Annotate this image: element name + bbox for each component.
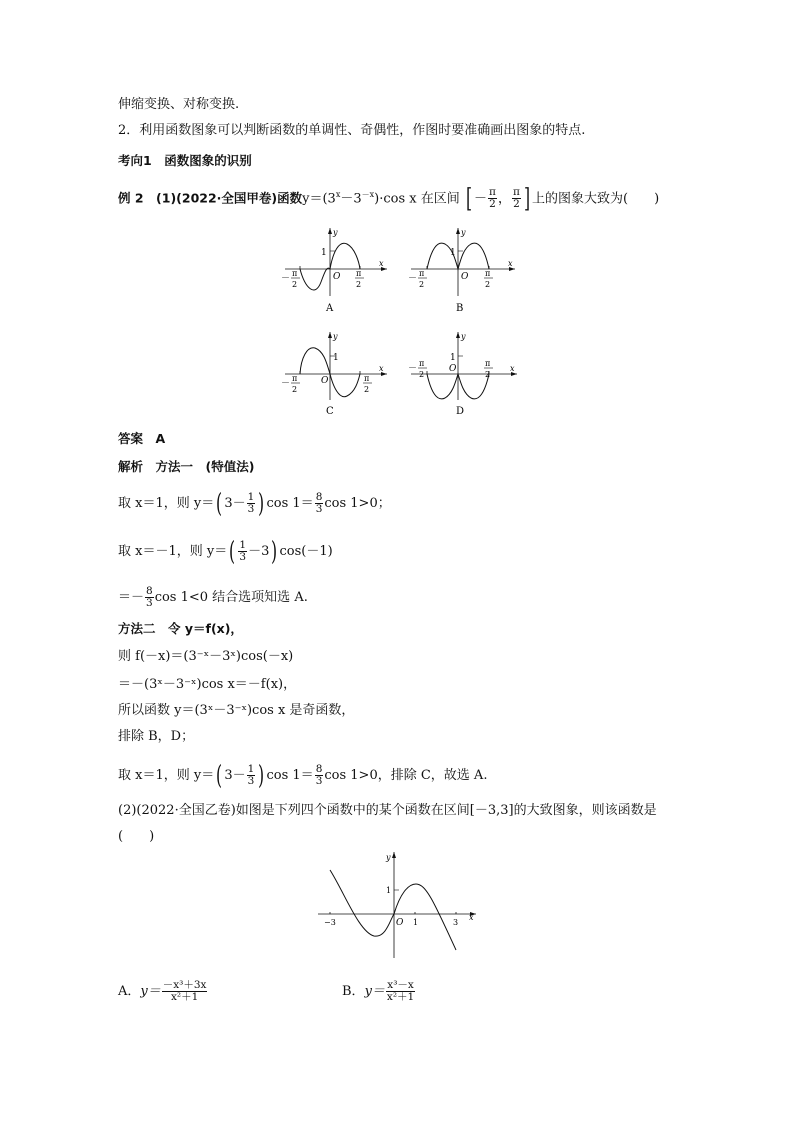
- graph-c-two-left: 2: [292, 385, 298, 394]
- graph-b-y: y: [461, 228, 466, 237]
- method-2-line-3: ＝－(3ˣ－3⁻ˣ)cos x＝－f(x)，: [118, 677, 297, 692]
- ex2-sup-1: x: [335, 190, 341, 199]
- graph-d-two-left: 2: [419, 370, 425, 379]
- take1-cos: cos 1＝: [266, 496, 314, 511]
- result-line: [118, 586, 308, 609]
- q2-graph-tick3: 3: [453, 918, 459, 927]
- graph-a-x: x: [379, 259, 384, 268]
- option-b-yeq: y＝: [364, 984, 385, 999]
- m2-result: cos 1>0，排除 C，故选 A.: [324, 768, 488, 783]
- option-a-label: A．: [118, 984, 141, 999]
- frac-pi-over-2-b: $\frac{\pi}{2}$: [512, 186, 520, 211]
- method-2-line-2: 则 f(－x)＝(3⁻ˣ－3ˣ)cos(－x): [118, 649, 294, 664]
- graph-d-label: D: [456, 406, 465, 416]
- graph-d-one: 1: [450, 353, 456, 363]
- right-bracket: ]: [523, 183, 530, 214]
- graph-c-two-right: 2: [364, 385, 370, 394]
- q2-graph-neg3: −3: [324, 918, 336, 927]
- question-2-paren: ( ): [118, 829, 155, 844]
- graph-b-pi-left: π: [419, 269, 425, 278]
- m2-prefix: 取 x＝1，则 y＝: [118, 768, 215, 783]
- graph-c-label: C: [326, 406, 334, 416]
- graph-c-pi-right: π: [364, 374, 370, 383]
- graph-c-one: 1: [333, 353, 339, 363]
- section-heading: 考向1 函数图象的识别: [118, 153, 252, 168]
- graph-a-negsign: －: [281, 274, 291, 284]
- graph-a-two-right: 2: [356, 280, 362, 289]
- option-b-fraction: $\frac{\text{x³－x}}{\text{x²＋1}}$: [386, 979, 415, 1003]
- example-2-label: 例 2 (1)(2022·全国甲卷)函数: [118, 190, 303, 206]
- graph-a-origin: O: [333, 272, 341, 282]
- graph-d-y: y: [461, 332, 466, 341]
- graph-b-one: 1: [450, 248, 456, 258]
- option-a[interactable]: [118, 980, 208, 1003]
- ex2-func-b: －3: [340, 191, 362, 207]
- graph-d-negsign: －: [408, 364, 418, 374]
- example-2-question: [118, 183, 660, 214]
- graph-d-origin: O: [449, 364, 457, 374]
- method-2-line-4: 所以函数 y＝(3ˣ－3⁻ˣ)cos x 是奇函数，: [118, 703, 355, 718]
- minus-three: －3: [248, 544, 270, 559]
- graph-c-y: y: [333, 332, 338, 341]
- method-2-line-6: [118, 760, 488, 791]
- take1-result: cos 1>0；: [324, 496, 391, 511]
- paren-open-2: (: [229, 536, 236, 567]
- graph-d-pi-left: π: [419, 359, 425, 368]
- ex2-interval-label: 在区间: [416, 191, 460, 207]
- frac-one-third-3: $\frac{1}{3}$: [247, 763, 255, 787]
- analysis-line: 解析 方法一 (特值法): [118, 459, 255, 474]
- question-2-line: (2)(2022·全国乙卷)如图是下列四个函数中的某个函数在区间[－3,3]的大致图象，则该函数是: [118, 803, 657, 818]
- graph-d: [408, 332, 517, 416]
- q2-graph-tick1: 1: [413, 918, 419, 927]
- method-2-line: 方法二 令 y＝f(x)，: [118, 621, 243, 636]
- graph-b-origin: O: [461, 272, 469, 282]
- paren-close: ): [258, 488, 265, 519]
- q2-graph-origin: O: [396, 918, 404, 928]
- frac-eight-thirds-3: $\frac{8}{3}$: [315, 763, 323, 787]
- graph-c-negsign: －: [281, 379, 291, 389]
- option-graphs: [275, 226, 575, 416]
- graph-a: [281, 228, 387, 314]
- graph-b-two-left: 2: [419, 280, 425, 289]
- frac-eight-thirds-2: $\frac{8}{3}$: [146, 585, 153, 609]
- take2-cos: cos(－1): [279, 544, 333, 559]
- interval-comma: ，: [497, 191, 511, 207]
- graph-a-label: A: [326, 303, 334, 314]
- text-line-2: 2．利用函数图象可以判断函数的单调性、奇偶性，作图时要准确画出图象的特点.: [118, 123, 586, 138]
- option-b[interactable]: [342, 980, 416, 1003]
- take2-prefix: 取 x＝－1，则 y＝: [118, 544, 228, 559]
- graph-a-pi-left: π: [292, 269, 298, 278]
- q2-graph-x: x: [469, 913, 474, 922]
- graph-b-two-right: 2: [485, 280, 491, 289]
- ex2-func-c: )·cos x: [374, 191, 417, 207]
- graph-b-negsign: －: [408, 274, 418, 284]
- m2-cos: cos 1＝: [266, 768, 314, 783]
- three-minus: 3－: [224, 496, 246, 511]
- neg-sign: －: [474, 191, 488, 207]
- ex2-func-a: y＝(3: [302, 191, 336, 207]
- ex2-sup-2: －x: [361, 190, 375, 199]
- graph-c-x: x: [379, 364, 384, 373]
- option-a-yeq: y＝: [140, 984, 161, 999]
- res-suffix: cos 1<0 结合选项知选 A.: [154, 590, 308, 605]
- answer-line: 答案 A: [118, 431, 166, 446]
- graph-a-one: 1: [321, 248, 327, 258]
- graph-b-x: x: [508, 259, 513, 268]
- res-prefix: ＝－: [118, 590, 145, 605]
- option-b-label: B．: [342, 984, 365, 999]
- frac-eight-thirds: $\frac{8}{3}$: [315, 491, 323, 515]
- option-a-fraction: $\frac{\text{－x³＋3x}}{\text{x²＋1}}$: [162, 979, 207, 1003]
- text-line-1: 伸缩变换、对称变换.: [118, 97, 240, 112]
- graph-d-x: x: [510, 364, 515, 373]
- left-bracket: [: [465, 183, 472, 214]
- frac-one-third-2: $\frac{1}{3}$: [239, 539, 247, 563]
- paren-open-3: (: [216, 760, 223, 791]
- graph-c-pi-left: π: [292, 374, 298, 383]
- graph-d-pi-right: π: [485, 359, 491, 368]
- take-x-neg1-line: [118, 536, 333, 567]
- method-2-line-5: 排除 B，D；: [118, 729, 195, 744]
- frac-one-third: $\frac{1}{3}$: [247, 491, 255, 515]
- graph-b-pi-right: π: [485, 269, 491, 278]
- paren-close-3: ): [258, 760, 265, 791]
- graph-c: [281, 332, 387, 416]
- q2-graph-y: y: [386, 853, 391, 862]
- q2-graph-y1: 1: [386, 886, 392, 895]
- three-minus-2: 3－: [224, 768, 246, 783]
- question-2-graph: [314, 850, 484, 962]
- paren-open: (: [216, 488, 223, 519]
- graph-a-two-left: 2: [292, 280, 298, 289]
- graph-a-y: y: [333, 228, 338, 237]
- graph-a-pi-right: π: [356, 269, 362, 278]
- graph-b: [408, 228, 515, 314]
- paren-close-2: ): [271, 536, 278, 567]
- take1-prefix: 取 x＝1，则 y＝: [118, 496, 215, 511]
- graph-b-label: B: [456, 303, 464, 314]
- frac-pi-over-2-a: $\frac{\pi}{2}$: [489, 186, 496, 211]
- graph-d-two-right: 2: [485, 370, 491, 379]
- graph-c-origin: O: [321, 376, 329, 386]
- take-x1-line: [118, 488, 391, 519]
- ex2-question-tail: 上的图象大致为( ): [532, 191, 660, 207]
